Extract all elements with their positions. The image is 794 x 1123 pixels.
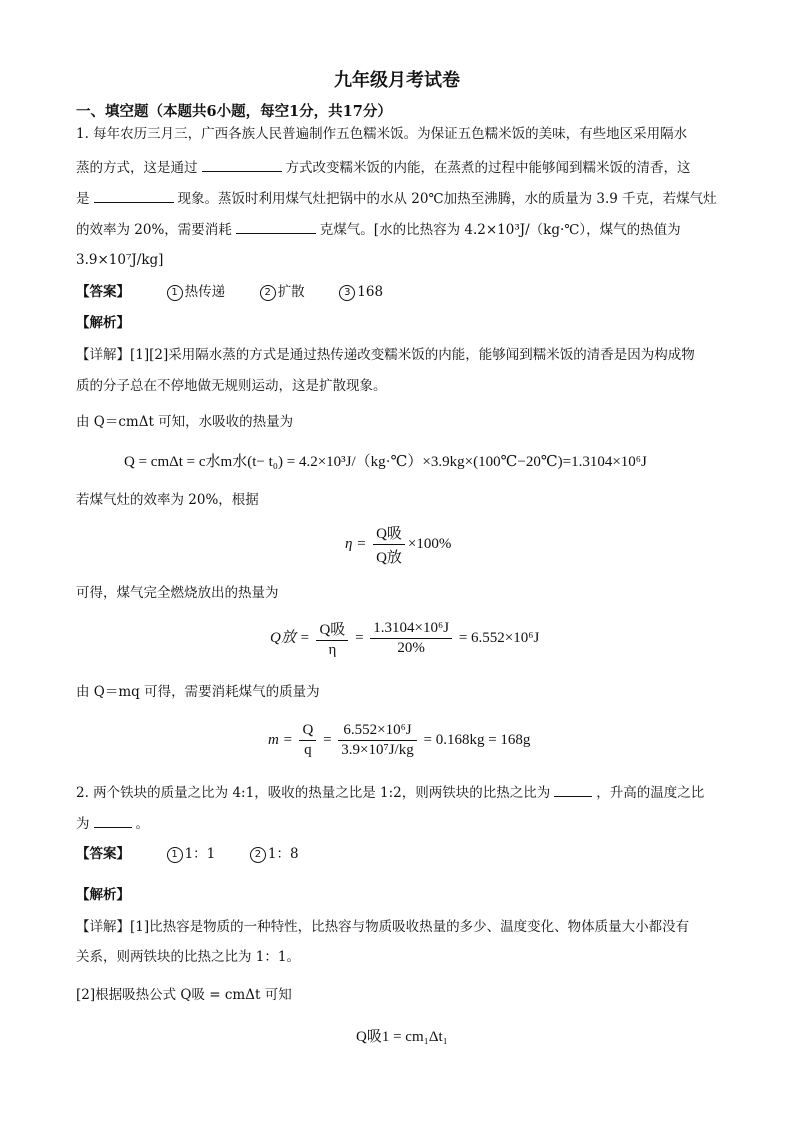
q2-detail-line1: 【详解】[1]比热容是物质的一种特性，比热容与物质吸收热量的多少、温度变化、物体质量大小都没有	[76, 919, 690, 935]
q1-detail-line2: 质的分子总在不停地做无规则运动，这是扩散现象。	[76, 378, 387, 394]
q1-answer-1: 热传递	[184, 284, 226, 300]
eq2-rhs: ×100%	[407, 535, 452, 552]
analysis-label: 【解析】	[76, 887, 130, 903]
q2-line1-text-a: 2. 两个铁块的质量之比为 4:1，吸收的热量之比是 1:2，则两铁块的比热之比为	[76, 785, 551, 801]
q1-line4-text-b: 克煤气。[水的比热容为 4.2×10³J/（kg·℃），煤气的热值为	[319, 222, 681, 238]
q2-answer-row	[76, 844, 299, 864]
fraction	[373, 522, 405, 567]
fraction-denominator: Q放	[376, 550, 402, 566]
q1-line3-text-a: 是	[76, 191, 90, 207]
equation-heat-absorbed-1: Q吸1 = cm₁Δt₁	[356, 1029, 448, 1045]
eq3-lhs: Q放 =	[270, 629, 310, 646]
fraction-denominator: 3.9×10⁷J/kg	[341, 742, 414, 758]
section-heading: 一、填空题（本题共6小题，每空1分，共17分）	[76, 103, 392, 120]
q1-detail-line1: 【详解】[1][2]采用隔水蒸的方式是通过热传递改变糯米饭的内能，能够闻到糯米饭的清香是因为构成物	[76, 347, 695, 363]
q1-line5: 3.9×10⁷J/kg]	[76, 252, 164, 268]
circled-number-icon: 1	[167, 285, 183, 301]
q2-line1-text-b: ，升高的温度之比	[596, 785, 705, 801]
q1-line2-text-b: 方式改变糯米饭的内能，在蒸煮的过程中能够闻到糯米饭的清香，这	[285, 160, 691, 176]
q2-formula-line: [2]根据吸热公式 Q吸 = cmΔt 可知	[76, 987, 292, 1003]
fraction-denominator: 20%	[397, 640, 425, 656]
fraction-numerator: Q	[299, 722, 316, 741]
fraction-denominator: q	[304, 742, 312, 758]
q1-line3-text-b: 现象。蒸饭时利用煤气灶把锅中的水从 20℃加热至沸腾，水的质量为 3.9 千克，若煤气灶	[177, 191, 717, 207]
eq4-rhs: = 0.168kg = 168g	[423, 731, 531, 748]
q2-line2	[76, 813, 149, 834]
q1-efficiency-line: 若煤气灶的效率为 20%，根据	[76, 492, 259, 508]
circled-number-icon: 2	[250, 847, 266, 863]
answer-label: 【答案】	[76, 846, 130, 862]
q1-mass-line: 由 Q＝mq 可得，需要消耗煤气的质量为	[76, 684, 320, 700]
fraction-numerator: 6.552×10⁶J	[338, 722, 416, 741]
fraction-denominator: η	[328, 642, 337, 658]
q1-answer-2: 扩散	[277, 284, 305, 300]
eq4-lhs: m =	[268, 731, 293, 748]
q2-answer-2: 1：8	[267, 846, 299, 862]
answer-blank-5	[94, 813, 132, 828]
q2-line2-text-a: 为	[76, 816, 90, 832]
equals-sign: =	[323, 731, 332, 748]
fraction	[370, 620, 452, 657]
answer-label: 【答案】	[76, 284, 130, 300]
fraction-numerator: Q吸	[373, 522, 405, 545]
answer-blank-3	[236, 219, 316, 234]
fraction	[299, 722, 316, 759]
circled-number-icon: 3	[339, 285, 355, 301]
equals-sign: =	[355, 629, 364, 646]
equation-heat-absorbed: Q = cmΔt = c水m水(t− t₀) = 4.2×10³J/（kg·℃）×3.9kg×(100℃−20℃)=1.3104×10⁶J	[124, 454, 647, 470]
q1-line3	[76, 188, 717, 209]
fraction	[338, 722, 416, 759]
equation-efficiency	[345, 522, 451, 567]
q1-answer-3: 168	[357, 284, 384, 300]
fraction	[316, 618, 348, 659]
fraction-numerator: 1.3104×10⁶J	[370, 620, 452, 639]
equation-mass	[268, 722, 530, 759]
q2-answer-1: 1：1	[184, 846, 216, 862]
eq3-rhs: = 6.552×10⁶J	[458, 629, 540, 646]
q1-answer-row	[76, 282, 383, 302]
equation-heat-released	[270, 618, 539, 659]
fraction-numerator: Q吸	[316, 618, 348, 641]
q1-heat-released-line: 可得，煤气完全燃烧放出的热量为	[76, 585, 279, 601]
q1-line4	[76, 219, 681, 240]
circled-number-icon: 2	[260, 285, 276, 301]
q1-line2-text-a: 蒸的方式，这是通过	[76, 160, 198, 176]
eq2-lhs: η =	[345, 535, 367, 552]
analysis-label: 【解析】	[76, 315, 130, 331]
q1-line1: 1. 每年农历三月三，广西各族人民普遍制作五色糯米饭。为保证五色糯米饭的美味，有些地区采用隔水	[76, 126, 688, 142]
answer-blank-1	[202, 157, 282, 172]
q1-from-formula: 由 Q＝cmΔt 可知，水吸收的热量为	[76, 414, 294, 430]
circled-number-icon: 1	[167, 847, 183, 863]
answer-blank-4	[554, 782, 592, 797]
q1-line2	[76, 157, 691, 178]
page-title: 九年级月考试卷	[334, 70, 460, 91]
q2-detail-line2: 关系，则两铁块的比热之比为 1：1。	[76, 949, 300, 965]
q1-line4-text-a: 的效率为 20%，需要消耗	[76, 222, 232, 238]
q2-line2-text-b: 。	[135, 816, 149, 832]
answer-blank-2	[94, 188, 174, 203]
q2-line1	[76, 782, 704, 803]
